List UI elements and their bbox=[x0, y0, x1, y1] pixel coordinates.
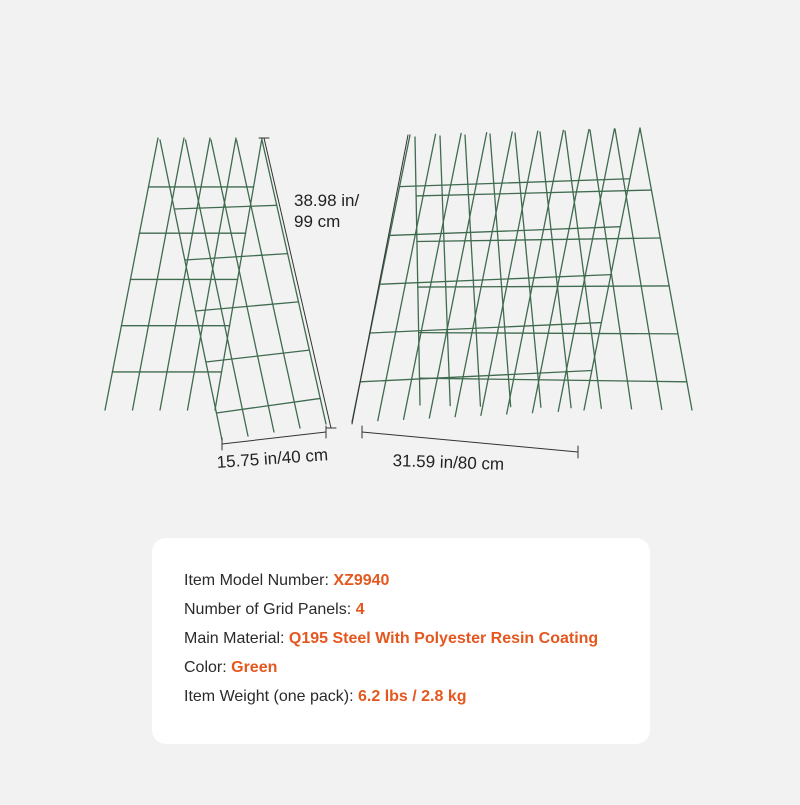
vertical-rod bbox=[640, 128, 692, 410]
horizontal-rung bbox=[417, 238, 660, 242]
height-dimension-line bbox=[264, 138, 331, 428]
height-inches: 38.98 in/ bbox=[294, 191, 360, 210]
spec-row-material bbox=[184, 630, 598, 659]
vertical-rod bbox=[440, 136, 450, 406]
vertical-rod bbox=[615, 129, 662, 409]
spec-value: XZ9940 bbox=[333, 572, 390, 589]
vertical-rod bbox=[186, 140, 249, 436]
spec-row-weight bbox=[184, 688, 598, 717]
spec-value: Green bbox=[231, 659, 278, 676]
vertical-rod bbox=[455, 132, 512, 417]
horizontal-rung bbox=[216, 398, 320, 413]
small-width-label: 15.75 in/40 cm bbox=[216, 445, 329, 472]
vertical-rod bbox=[160, 140, 222, 440]
spec-row-panels bbox=[184, 601, 598, 630]
vertical-rod bbox=[540, 132, 571, 408]
horizontal-rung bbox=[419, 333, 678, 334]
vertical-rod bbox=[490, 134, 511, 407]
vertical-rod bbox=[215, 138, 262, 410]
horizontal-rung bbox=[420, 378, 687, 382]
large-width-dimension-line bbox=[362, 432, 578, 452]
large-trellis bbox=[352, 128, 692, 422]
vertical-rod bbox=[188, 138, 237, 410]
horizontal-rung bbox=[380, 275, 611, 285]
spec-row-color bbox=[184, 659, 598, 688]
spec-value: Q195 Steel With Polyester Resin Coating bbox=[288, 630, 599, 647]
small-width-dimension-line bbox=[222, 432, 326, 444]
horizontal-rung bbox=[390, 227, 621, 236]
vertical-rod bbox=[532, 130, 588, 413]
spec-label: Number of Grid Panels: bbox=[184, 601, 356, 618]
spec-label: Color: bbox=[184, 659, 232, 676]
vertical-rod bbox=[262, 140, 326, 424]
large-width-label: 31.59 in/80 cm bbox=[392, 450, 505, 474]
spec-label: Item Weight (one pack): bbox=[184, 688, 358, 705]
vertical-rod bbox=[584, 128, 640, 410]
vertical-rod bbox=[481, 131, 538, 415]
spec-value: 4 bbox=[355, 601, 365, 618]
horizontal-rung bbox=[195, 302, 298, 311]
height-dimension-label bbox=[294, 190, 359, 232]
vertical-rod bbox=[415, 137, 420, 405]
vertical-rod bbox=[515, 133, 541, 407]
small-trellis bbox=[105, 138, 326, 440]
vertical-rod bbox=[211, 140, 274, 432]
spec-label: Item Model Number: bbox=[184, 572, 334, 589]
height-cm: 99 cm bbox=[294, 212, 341, 231]
vertical-rod bbox=[105, 138, 158, 410]
horizontal-rung bbox=[206, 350, 309, 362]
vertical-rod bbox=[237, 140, 301, 428]
spec-row-model bbox=[184, 572, 598, 601]
spec-card bbox=[152, 538, 650, 744]
horizontal-rung bbox=[416, 190, 651, 196]
vertical-rod bbox=[507, 130, 564, 414]
vertical-rod bbox=[404, 133, 462, 419]
vertical-rod bbox=[133, 138, 185, 410]
spec-value: 6.2 lbs / 2.8 kg bbox=[358, 688, 467, 705]
horizontal-rung bbox=[370, 323, 601, 333]
spec-label: Main Material: bbox=[184, 630, 289, 647]
spec-list bbox=[184, 572, 598, 717]
horizontal-rung bbox=[400, 179, 630, 187]
